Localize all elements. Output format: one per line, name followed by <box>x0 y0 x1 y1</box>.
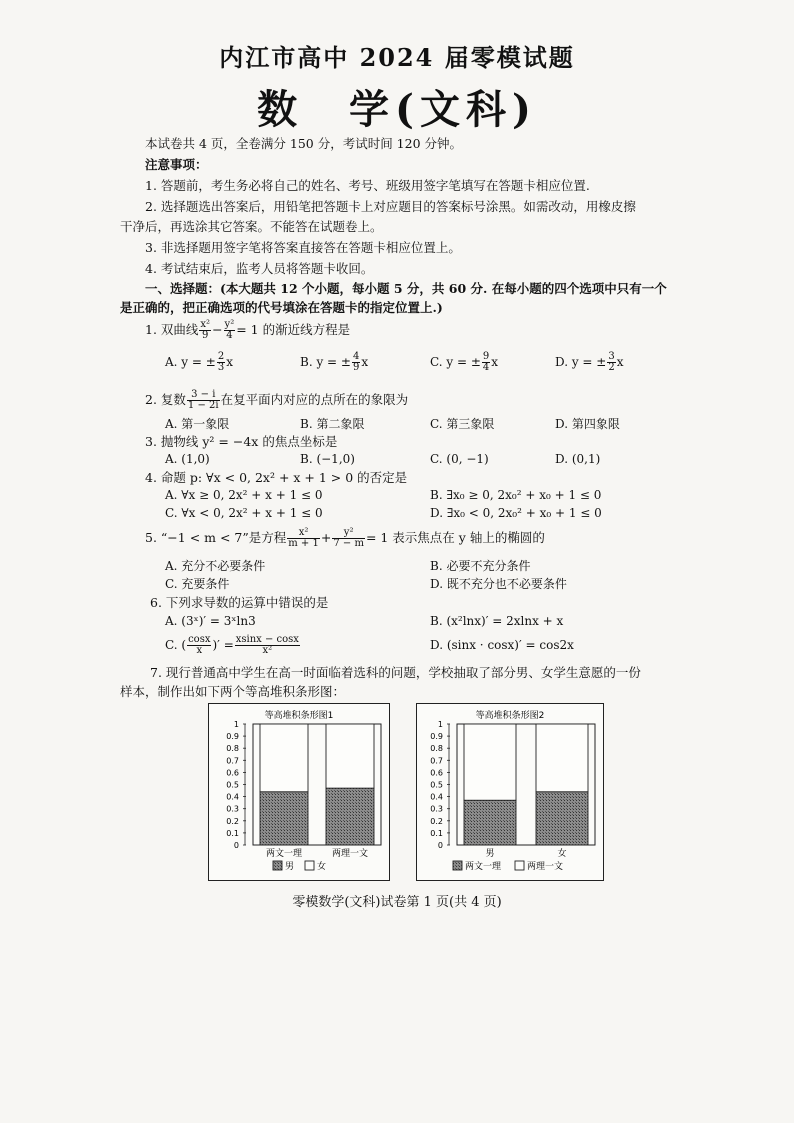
bar-segment-lower <box>536 792 588 845</box>
legend-label: 女 <box>317 862 327 872</box>
q3-option-d: D. (0,1) <box>555 452 601 466</box>
q3-option-b: B. (−1,0) <box>300 452 355 466</box>
legend-label: 两理一文 <box>527 862 564 872</box>
y-tick-label: 0.5 <box>430 780 443 790</box>
q2-option-a: A. 第一象限 <box>165 417 230 431</box>
q5-option-b: B. 必要不充分条件 <box>430 559 531 573</box>
q6-option-a: A. (3ˣ)′ = 3ˣln3 <box>165 614 256 628</box>
y-tick-label: 0.3 <box>430 804 443 814</box>
q2-option-d: D. 第四象限 <box>555 417 620 431</box>
q5-option-d: D. 既不充分也不必要条件 <box>430 577 567 591</box>
y-tick-label: 0.9 <box>430 732 443 742</box>
q2-option-c: C. 第三象限 <box>430 417 495 431</box>
q6-option-d: D. (sinx · cosx)′ = cos2x <box>430 638 574 652</box>
y-tick-label: 1 <box>233 720 239 729</box>
y-tick-label: 1 <box>437 720 443 729</box>
category-label: 两理一文 <box>331 849 369 859</box>
page-footer: 零模数学(文科)试卷第 1 页(共 4 页) <box>292 895 502 910</box>
y-tick-label: 0.8 <box>226 744 239 754</box>
q1-option-b: B. y = ± $\frac{4}{9}$ x <box>300 351 369 373</box>
y-tick-label: 0 <box>233 841 239 850</box>
q2-option-b: B. 第二象限 <box>300 417 365 431</box>
chart-1-title: 等高堆积条形图1 <box>264 711 334 721</box>
bar-segment-upper <box>260 724 308 792</box>
y-tick-label: 0 <box>437 841 443 850</box>
q6-option-b: B. (x²lnx)′ = 2xlnx + x <box>430 614 564 628</box>
q5-option-c: C. 充要条件 <box>165 577 230 591</box>
bar-segment-upper <box>326 724 374 788</box>
section-heading-cont: 是正确的，把正确选项的代号填涂在答题卡的指定位置上.) <box>120 300 443 315</box>
category-label: 女 <box>557 849 567 859</box>
q5-option-a: A. 充分不必要条件 <box>165 559 266 573</box>
note-2-cont: 干净后，再选涂其它答案。不能答在试题卷上。 <box>120 219 383 234</box>
y-tick-label: 0.2 <box>226 816 239 826</box>
stacked-bar-chart-1 <box>208 703 390 881</box>
q6-option-c: C. ( $\frac{\cos x}{x}$ )′ = $\frac{xsinx - \cos x}{\text{x²}}$ <box>165 634 299 656</box>
y-tick-label: 0.7 <box>226 756 239 766</box>
q4-option-c: C. ∀x < 0, 2x² + x + 1 ≤ 0 <box>165 506 323 520</box>
chart-2-title: 等高堆积条形图2 <box>475 711 545 721</box>
y-tick-label: 0.4 <box>430 792 443 802</box>
stacked-bar-chart-1-svg <box>209 704 389 880</box>
legend-label: 男 <box>285 862 295 872</box>
y-tick-label: 0.2 <box>430 816 443 826</box>
stacked-bar-chart-2-svg <box>417 704 603 880</box>
legend-swatch <box>515 861 524 870</box>
q4-option-d: D. ∃x₀ < 0, 2x₀² + x₀ + 1 ≤ 0 <box>430 506 602 520</box>
legend-swatch <box>453 861 462 870</box>
legend-label: 两文一理 <box>465 862 502 872</box>
y-tick-label: 0.6 <box>226 768 239 778</box>
note-1: 1. 答题前，考生务必将自己的姓名、考号、班级用签字笔填写在答题卡相应位置. <box>145 178 590 193</box>
q3-option-c: C. (0, −1) <box>430 452 489 466</box>
category-label: 两文一理 <box>265 849 303 859</box>
question-3: 3. 抛物线 y² = −4x 的焦点坐标是 <box>145 434 338 449</box>
intro-text: 本试卷共 4 页，全卷满分 150 分，考试时间 120 分钟。 <box>145 136 463 151</box>
bar-segment-lower <box>260 792 308 845</box>
bar-segment-lower <box>326 788 374 845</box>
bar-segment-upper <box>536 724 588 792</box>
question-1: 1. 双曲线 $\frac{\text{x²}}{9}$ − $\frac{\text{y²}}{4}$ = 1 的渐近线方程是 <box>145 319 351 341</box>
y-tick-label: 0.1 <box>430 828 443 838</box>
y-tick-label: 0.8 <box>430 744 443 754</box>
stacked-bar-chart-2 <box>416 703 604 881</box>
exam-title: 内江市高中 2024 届零模试题 <box>219 43 575 72</box>
category-label: 男 <box>485 849 495 859</box>
question-5: 5. “−1 < m < 7”是方程 $\frac{\text{x²}}{m + 1}$ + $\frac{\text{y²}}{7 - m}$ = 1 表示焦点在 y 轴上的椭圆的 <box>145 527 545 549</box>
note-3: 3. 非选择题用签字笔将答案直接答在答题卡相应位置上。 <box>145 240 461 255</box>
note-2: 2. 选择题选出答案后，用铅笔把答题卡上对应题目的答案标号涂黑。如需改动，用橡皮擦 <box>145 199 636 214</box>
question-2: 2. 复数 $\frac{3 - i}{1 - 2i}$ 在复平面内对应的点所在的象限为 <box>145 389 409 411</box>
bar-segment-upper <box>464 724 516 800</box>
notes-heading: 注意事项： <box>145 157 208 172</box>
legend-swatch <box>273 861 282 870</box>
y-tick-label: 0.7 <box>430 756 443 766</box>
y-tick-label: 0.5 <box>226 780 239 790</box>
note-4: 4. 考试结束后，监考人员将答题卡收回。 <box>145 261 374 276</box>
y-tick-label: 0.9 <box>226 732 239 742</box>
bar-segment-lower <box>464 800 516 845</box>
section-heading: 一、选择题：(本大题共 12 个小题，每小题 5 分，共 60 分. 在每小题的四个选项中只有一个 <box>145 281 667 296</box>
q1-option-c: C. y = ± $\frac{9}{4}$ x <box>430 351 499 373</box>
y-tick-label: 0.1 <box>226 828 239 838</box>
y-tick-label: 0.4 <box>226 792 239 802</box>
q4-option-b: B. ∃x₀ ≥ 0, 2x₀² + x₀ + 1 ≤ 0 <box>430 488 602 502</box>
question-4: 4. 命题 p: ∀x < 0, 2x² + x + 1 > 0 的否定是 <box>145 470 408 485</box>
q3-option-a: A. (1,0) <box>165 452 210 466</box>
question-7-cont: 样本，制作出如下两个等高堆积条形图： <box>120 684 346 699</box>
question-7: 7. 现行普通高中学生在高一时面临着选科的问题，学校抽取了部分男、女学生意愿的一份 <box>150 665 641 680</box>
y-tick-label: 0.3 <box>226 804 239 814</box>
q4-option-a: A. ∀x ≥ 0, 2x² + x + 1 ≤ 0 <box>165 488 323 502</box>
q1-option-d: D. y = ± $\frac{3}{2}$ x <box>555 351 624 373</box>
y-tick-label: 0.6 <box>430 768 443 778</box>
question-6: 6. 下列求导数的运算中错误的是 <box>150 595 329 610</box>
q1-option-a: A. y = ± $\frac{2}{3}$ x <box>165 351 233 373</box>
legend-swatch <box>305 861 314 870</box>
subject-title: 数 学(文科) <box>257 86 537 133</box>
